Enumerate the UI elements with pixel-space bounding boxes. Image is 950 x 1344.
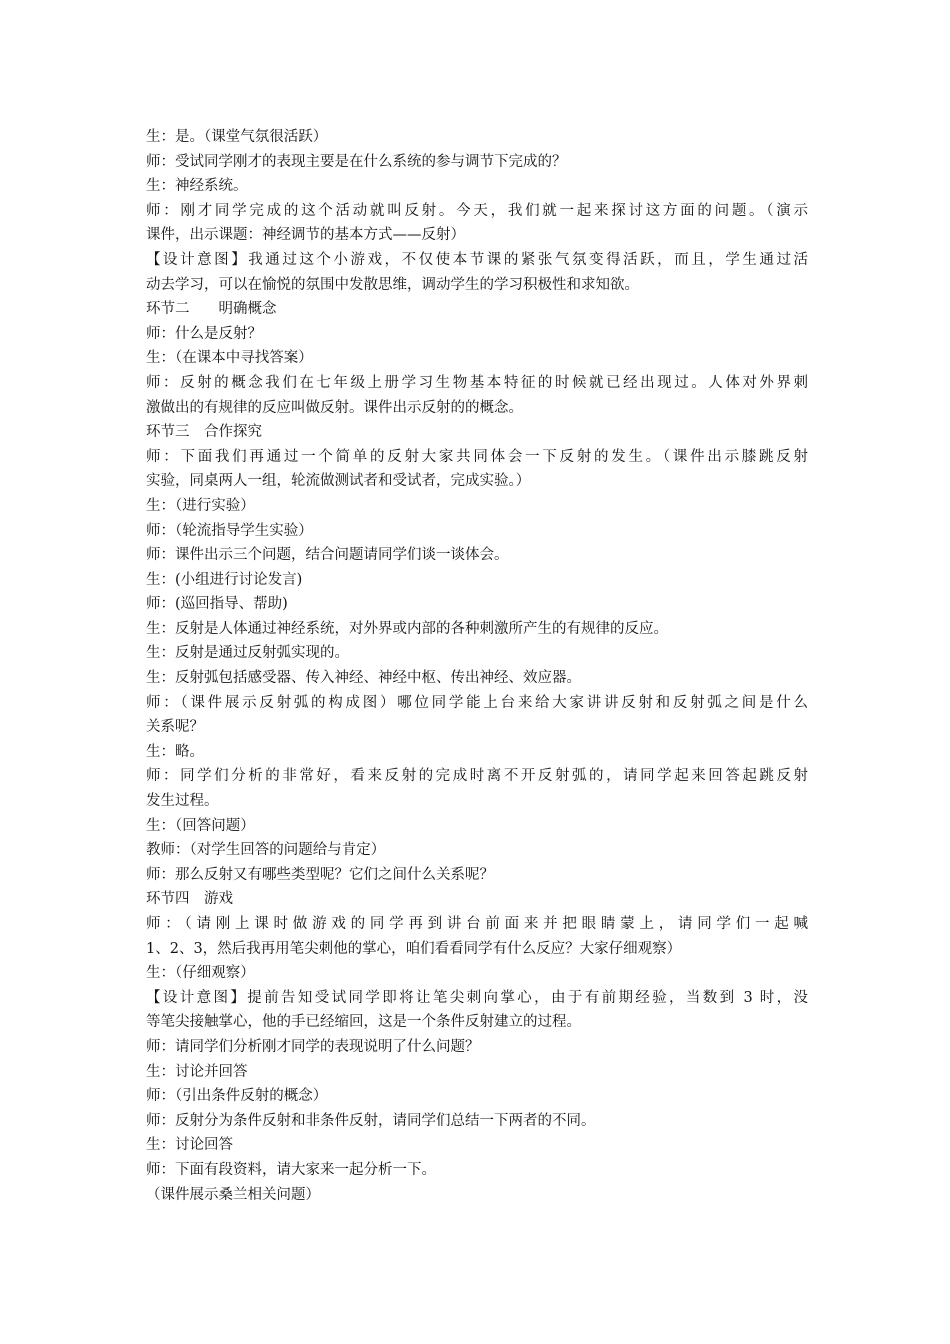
text-line: 生：（在课本中寻找答案） — [146, 350, 313, 367]
text-line: 生：（回答问题） — [146, 817, 255, 834]
text-line: 生：反射是人体通过神经系统，对外界或内部的各种刺激所产生的有规律的反应。 — [146, 620, 668, 637]
text-line: 师：请同学们分析刚才同学的表现说明了什么问题？ — [146, 1038, 480, 1055]
text-line: 师：什么是反射？ — [146, 325, 262, 342]
text-line: 师：下面有段资料，请大家来一起分析一下。 — [146, 1161, 436, 1178]
text-line: 师：课件出示三个问题，结合问题请同学们谈一谈体会。 — [146, 547, 509, 564]
text-line: 生：（仔细观察） — [146, 965, 255, 982]
text-line: 1、2、3，然后我再用笔尖刺他的掌心，咱们看看同学有什么反应？大家仔细观察） — [146, 940, 682, 957]
text-line: 生：略。 — [146, 743, 204, 760]
text-line: 生：讨论回答 — [146, 1137, 233, 1154]
text-line: 关系呢？ — [146, 719, 204, 736]
text-line: 师：（轮流指导学生实验） — [146, 522, 313, 539]
text-line: 师：反射的概念我们在七年级上册学习生物基本特征的时候就已经出现过。人体对外界刺 — [146, 374, 808, 391]
text-line: 教师：（对学生回答的问题给与肯定） — [146, 842, 386, 859]
text-line: 实验，同桌两人一组，轮流做测试者和受试者，完成实验。） — [146, 473, 531, 490]
text-line: （课件展示桑兰相关问题） — [146, 1186, 320, 1203]
text-line: 生：神经系统。 — [146, 178, 248, 195]
text-line: 生：(小组进行讨论发言) — [146, 571, 303, 588]
text-line: 师：受试同学刚才的表现主要是在什么系统的参与调节下完成的？ — [146, 153, 567, 170]
text-line: 激做出的有规律的反应叫做反射。课件出示反射的的概念。 — [146, 399, 523, 416]
text-line: 生：是。（课堂气氛很活跃） — [146, 129, 328, 145]
section-heading: 环节二 明确概念 — [146, 301, 277, 318]
section-heading: 环节三 合作探究 — [146, 424, 262, 441]
text-line: 师：(巡回指导、帮助) — [146, 596, 288, 613]
section-heading: 环节四 游戏 — [146, 891, 233, 908]
text-line: 课件，出示课题：神经调节的基本方式——反射） — [146, 227, 465, 244]
design-intent-line: 等笔尖接触掌心，他的手已经缩回，这是一个条件反射建立的过程。 — [146, 1014, 581, 1031]
text-line: 师：（请刚上课时做游戏的同学再到讲台前面来并把眼睛蒙上，请同学们一起喊 — [146, 916, 808, 932]
text-line: 发生过程。 — [146, 793, 219, 810]
text-line: 生：反射弧包括感受器、传入神经、神经中枢、传出神经、效应器。 — [146, 670, 581, 687]
design-intent-line: 动去学习，可以在愉悦的氛围中发散思维，调动学生的学习积极性和求知欲。 — [146, 276, 639, 293]
text-line: 师：刚才同学完成的这个活动就叫反射。今天，我们就一起来探讨这方面的问题。（演示 — [146, 202, 808, 219]
text-line: 师：（引出条件反射的概念） — [146, 1088, 328, 1105]
text-line: 师：（课件展示反射弧的构成图）哪位同学能上台来给大家讲讲反射和反射弧之间是什么 — [146, 694, 808, 711]
text-line: 生：（进行实验） — [146, 497, 255, 514]
text-line: 师：那么反射又有哪些类型呢？它们之间什么关系呢？ — [146, 866, 494, 883]
text-line: 师：反射分为条件反射和非条件反射，请同学们总结一下两者的不同。 — [146, 1112, 596, 1129]
text-line: 生：讨论并回答 — [146, 1063, 248, 1080]
document-body — [146, 125, 808, 1207]
text-line: 生：反射是通过反射弧实现的。 — [146, 645, 349, 662]
design-intent-line: 【设计意图】提前告知受试同学即将让笔尖刺向掌心，由于有前期经验，当数到 3 时，没 — [146, 989, 808, 1006]
text-line: 师：同学们分析的非常好，看来反射的完成时离不开反射弧的，请同学起来回答起跳反射 — [146, 768, 808, 785]
design-intent-line: 【设计意图】我通过这个小游戏，不仅使本节课的紧张气氛变得活跃，而且，学生通过活 — [146, 251, 808, 268]
text-line: 师：下面我们再通过一个简单的反射大家共同体会一下反射的发生。（课件出示膝跳反射 — [146, 448, 808, 465]
